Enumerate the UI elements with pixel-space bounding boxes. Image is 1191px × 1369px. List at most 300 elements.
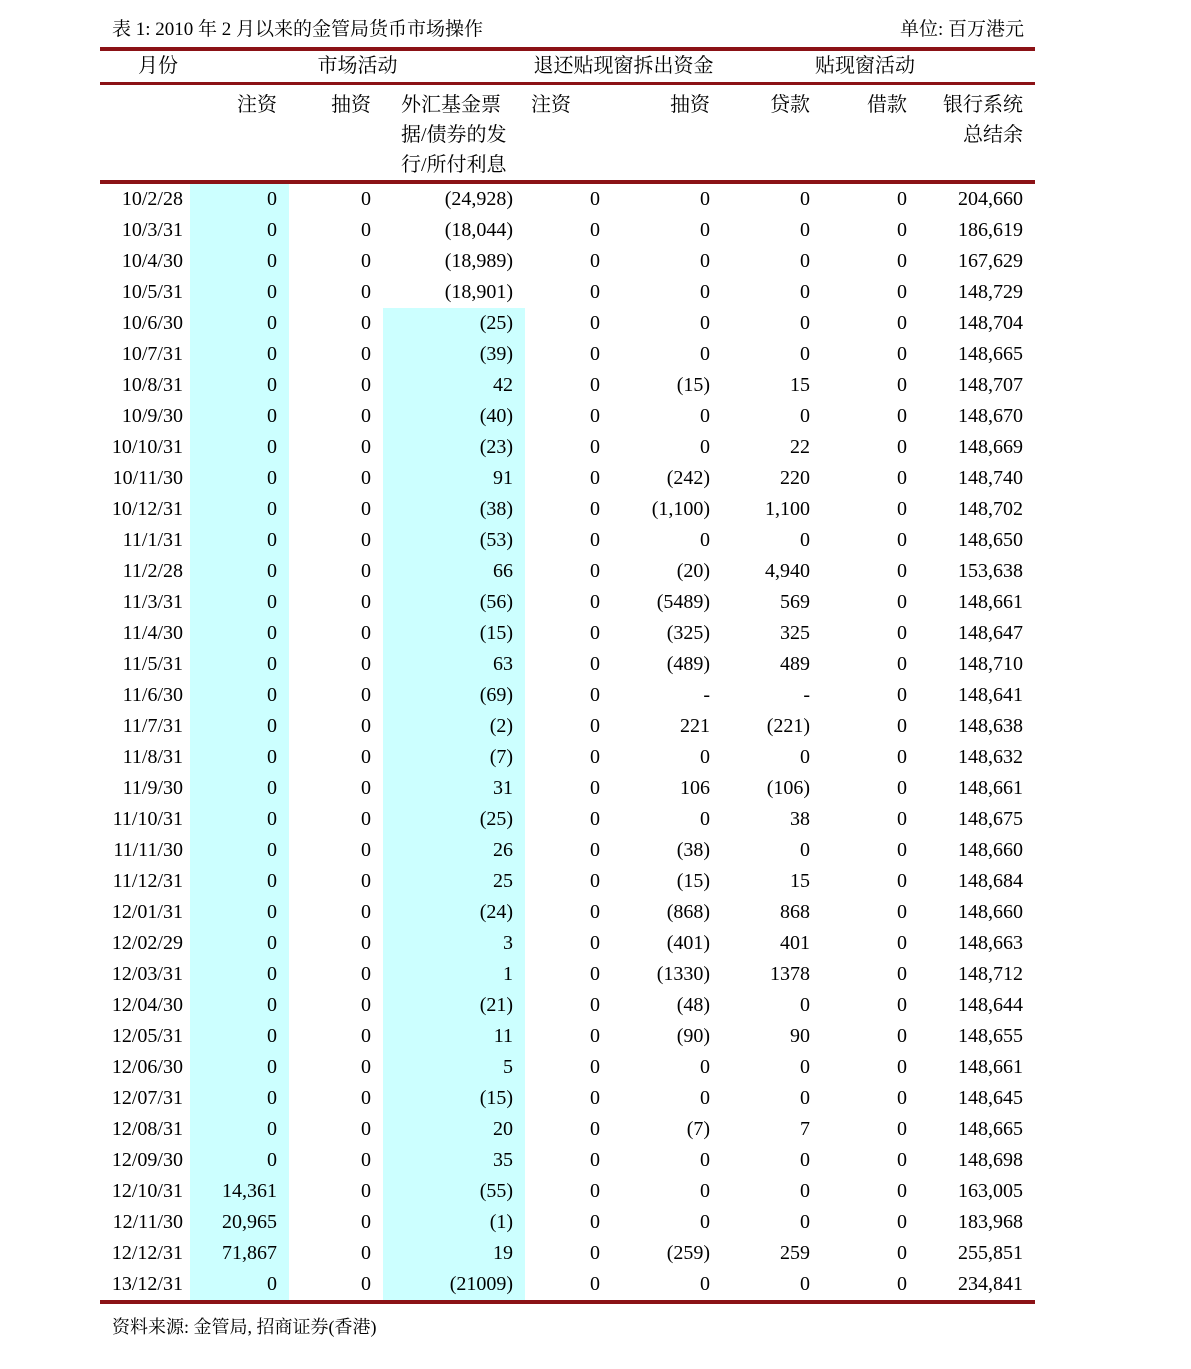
cell-value: 0: [700, 1211, 711, 1233]
cell-value: 0: [897, 932, 908, 954]
cell-value: (25): [383, 804, 525, 835]
cell-value: 0: [361, 250, 371, 272]
cell-value: 0: [190, 649, 289, 680]
cell-month: 11/7/31: [122, 715, 183, 737]
source-note: 资料来源: 金管局, 招商证券(香港): [112, 1317, 377, 1337]
cell-value: 0: [361, 1273, 371, 1295]
cell-value: 0: [590, 498, 601, 520]
cell-value: (242): [666, 467, 711, 489]
table-row: [100, 525, 1035, 556]
cell-value: 148,650: [958, 529, 1024, 551]
cell-value: 0: [190, 556, 289, 587]
cell-value: 0: [190, 494, 289, 525]
cell-value: 0: [361, 808, 371, 830]
cell-value: 234,841: [958, 1273, 1024, 1295]
table-row: [100, 897, 1035, 928]
table-row: [100, 928, 1035, 959]
cell-value: 0: [897, 1056, 908, 1078]
cell-value: (55): [383, 1176, 525, 1207]
cell-month: 12/01/31: [111, 901, 183, 923]
cell-value: 0: [190, 339, 289, 370]
cell-value: 0: [190, 680, 289, 711]
cell-value: 0: [700, 746, 711, 768]
cell-value: 163,005: [958, 1180, 1024, 1202]
cell-value: 0: [190, 773, 289, 804]
cell-value: (1): [383, 1207, 525, 1238]
cell-month: 11/6/30: [122, 684, 183, 706]
cell-value: 0: [190, 804, 289, 835]
cell-value: 0: [897, 1087, 908, 1109]
cell-value: 0: [590, 1273, 601, 1295]
cell-value: 0: [590, 622, 601, 644]
cell-value: (868): [666, 901, 711, 923]
cell-value: 0: [590, 808, 601, 830]
cell-value: 0: [800, 343, 811, 365]
cell-value: 0: [590, 1242, 601, 1264]
cell-value: 0: [361, 777, 371, 799]
cell-value: 0: [590, 1056, 601, 1078]
cell-value: 0: [700, 219, 711, 241]
cell-value: 20,965: [190, 1207, 289, 1238]
cell-month: 11/12/31: [112, 870, 183, 892]
table-row: [100, 1052, 1035, 1083]
cell-value: 148,645: [958, 1087, 1024, 1109]
cell-value: 0: [361, 1056, 371, 1078]
cell-value: 5: [383, 1052, 525, 1083]
cell-value: 0: [590, 188, 601, 210]
cell-value: 0: [361, 1025, 371, 1047]
cell-value: 0: [361, 839, 371, 861]
cell-value: 0: [800, 529, 811, 551]
table-row: [100, 866, 1035, 897]
cell-value: (15): [676, 374, 711, 396]
cell-value: 0: [361, 529, 371, 551]
cell-value: 106: [680, 777, 711, 799]
sub-header-withdrawal-2: 抽资: [612, 84, 722, 183]
cell-value: 63: [383, 649, 525, 680]
cell-value: 0: [700, 1273, 711, 1295]
cell-value: 868: [780, 901, 811, 923]
cell-value: 0: [897, 1118, 908, 1140]
cell-value: 148,704: [958, 312, 1024, 334]
cell-value: 0: [800, 219, 811, 241]
cell-month: 10/8/31: [121, 374, 183, 396]
cell-value: 0: [590, 281, 601, 303]
table-row: [100, 587, 1035, 618]
table-row: [100, 649, 1035, 680]
cell-month: 11/3/31: [122, 591, 183, 613]
cell-value: 0: [590, 839, 601, 861]
cell-value: (15): [383, 618, 525, 649]
cell-value: 0: [800, 250, 811, 272]
cell-value: 148,669: [958, 436, 1024, 458]
cell-value: (259): [666, 1242, 711, 1264]
cell-value: 148,660: [958, 839, 1024, 861]
cell-value: 0: [361, 715, 371, 737]
cell-value: (18,901): [444, 281, 514, 303]
cell-value: 153,638: [958, 560, 1024, 582]
table-body: [100, 182, 1035, 1302]
cell-value: 204,660: [958, 188, 1024, 210]
cell-value: 148,707: [958, 374, 1024, 396]
cell-value: 259: [780, 1242, 811, 1264]
cell-month: 11/5/31: [122, 653, 183, 675]
cell-value: 0: [361, 622, 371, 644]
cell-value: 25: [383, 866, 525, 897]
cell-month: 10/11/30: [112, 467, 183, 489]
cell-value: 1,100: [765, 498, 811, 520]
cell-value: 0: [361, 870, 371, 892]
cell-value: 148,698: [958, 1149, 1024, 1171]
cell-value: 0: [700, 405, 711, 427]
cell-value: (48): [676, 994, 711, 1016]
cell-value: 0: [361, 1211, 371, 1233]
cell-value: 0: [590, 901, 601, 923]
cell-value: (489): [666, 653, 711, 675]
cell-value: 0: [361, 343, 371, 365]
cell-month: 11/2/28: [122, 560, 183, 582]
cell-value: 0: [361, 188, 371, 210]
cell-month: 12/04/30: [111, 994, 183, 1016]
cell-value: (38): [676, 839, 711, 861]
cell-value: 3: [383, 928, 525, 959]
cell-value: 0: [590, 715, 601, 737]
cell-value: (24): [383, 897, 525, 928]
cell-value: 221: [680, 715, 711, 737]
cell-value: 186,619: [958, 219, 1024, 241]
cell-value: 71,867: [190, 1238, 289, 1269]
table-row: [100, 680, 1035, 711]
cell-month: 12/05/31: [111, 1025, 183, 1047]
cell-value: 0: [700, 312, 711, 334]
cell-value: 0: [897, 1211, 908, 1233]
cell-value: 0: [700, 1087, 711, 1109]
cell-value: 0: [361, 901, 371, 923]
cell-value: 0: [800, 1056, 811, 1078]
cell-value: 0: [700, 1180, 711, 1202]
cell-value: 183,968: [958, 1211, 1024, 1233]
cell-value: 31: [383, 773, 525, 804]
sub-header-month: [100, 84, 190, 183]
cell-value: 0: [897, 405, 908, 427]
cell-value: (7): [686, 1118, 711, 1140]
cell-value: (106): [766, 777, 811, 799]
cell-value: 20: [383, 1114, 525, 1145]
cell-value: 0: [361, 653, 371, 675]
cell-month: 10/3/31: [121, 219, 183, 241]
cell-value: 0: [897, 250, 908, 272]
cell-month: 12/12/31: [111, 1242, 183, 1264]
cell-month: 10/12/31: [111, 498, 183, 520]
monetary-operations-table: [100, 47, 1035, 1304]
cell-value: 148,632: [958, 746, 1024, 768]
cell-value: 0: [361, 467, 371, 489]
cell-value: 0: [800, 281, 811, 303]
cell-value: 0: [897, 219, 908, 241]
table-row: [100, 711, 1035, 742]
cell-value: 148,702: [958, 498, 1024, 520]
cell-value: 148,641: [958, 684, 1024, 706]
cell-value: 0: [700, 808, 711, 830]
cell-value: 0: [897, 870, 908, 892]
cell-value: 255,851: [958, 1242, 1024, 1264]
cell-value: 0: [590, 746, 601, 768]
sub-header-injection-2: 注资: [525, 84, 612, 183]
cell-value: (401): [666, 932, 711, 954]
cell-value: 0: [190, 182, 289, 215]
table-row: [100, 277, 1035, 308]
cell-value: 0: [590, 1180, 601, 1202]
cell-value: 0: [700, 281, 711, 303]
cell-value: 0: [361, 405, 371, 427]
cell-value: (23): [383, 432, 525, 463]
cell-value: 0: [897, 808, 908, 830]
cell-value: 0: [590, 684, 601, 706]
cell-value: 0: [361, 1118, 371, 1140]
cell-value: 148,712: [958, 963, 1024, 985]
cell-value: 0: [590, 560, 601, 582]
cell-month: 12/07/31: [111, 1087, 183, 1109]
cell-value: (24,928): [444, 188, 514, 210]
cell-value: 0: [190, 959, 289, 990]
table-row: [100, 618, 1035, 649]
cell-value: 0: [897, 312, 908, 334]
cell-value: 0: [590, 932, 601, 954]
cell-value: 401: [780, 932, 811, 954]
cell-value: 0: [897, 994, 908, 1016]
cell-month: 12/11/30: [112, 1211, 183, 1233]
group-header-month: 月份: [100, 49, 190, 84]
cell-value: 0: [897, 436, 908, 458]
cell-value: 0: [190, 308, 289, 339]
cell-value: 148,638: [958, 715, 1024, 737]
cell-value: 0: [190, 401, 289, 432]
cell-value: 15: [790, 870, 811, 892]
cell-value: 0: [897, 591, 908, 613]
table-row: [100, 1145, 1035, 1176]
cell-value: 0: [361, 1180, 371, 1202]
cell-value: 148,675: [958, 808, 1024, 830]
cell-value: 0: [897, 839, 908, 861]
cell-value: (5489): [656, 591, 711, 613]
table-row: [100, 432, 1035, 463]
table-row: [100, 463, 1035, 494]
cell-month: 12/09/30: [111, 1149, 183, 1171]
cell-value: 148,661: [958, 1056, 1024, 1078]
cell-value: 0: [800, 1211, 811, 1233]
cell-value: 148,670: [958, 405, 1024, 427]
cell-value: 148,740: [958, 467, 1024, 489]
cell-value: 0: [897, 963, 908, 985]
cell-value: 0: [897, 560, 908, 582]
cell-value: 0: [800, 312, 811, 334]
cell-value: 38: [790, 808, 811, 830]
cell-value: 15: [790, 374, 811, 396]
cell-value: 0: [190, 1114, 289, 1145]
cell-value: 0: [361, 219, 371, 241]
table-row: [100, 1114, 1035, 1145]
cell-value: 0: [897, 1242, 908, 1264]
group-header-empty: [919, 49, 1035, 84]
cell-value: 0: [700, 436, 711, 458]
table-row: [100, 370, 1035, 401]
cell-value: 0: [800, 1180, 811, 1202]
cell-value: 0: [590, 1211, 601, 1233]
cell-month: 13/12/31: [111, 1273, 183, 1295]
unit-label: 单位: 百万港元: [899, 19, 1024, 40]
cell-value: 0: [590, 994, 601, 1016]
cell-value: 1378: [770, 963, 811, 985]
cell-value: (18,989): [444, 250, 514, 272]
table-row: [100, 556, 1035, 587]
cell-value: (25): [383, 308, 525, 339]
cell-value: 0: [590, 467, 601, 489]
cell-value: (38): [383, 494, 525, 525]
table-row: [100, 494, 1035, 525]
cell-value: 0: [190, 928, 289, 959]
table-row: [100, 742, 1035, 773]
cell-value: 0: [590, 777, 601, 799]
group-header-discount-window-refund: 退还贴现窗拆出资金: [525, 49, 722, 84]
cell-month: 10/4/30: [121, 250, 183, 272]
cell-value: 0: [590, 1149, 601, 1171]
cell-value: 0: [590, 1087, 601, 1109]
cell-value: 0: [590, 250, 601, 272]
cell-value: 0: [800, 405, 811, 427]
cell-value: 0: [190, 1083, 289, 1114]
cell-value: 148,655: [958, 1025, 1024, 1047]
cell-value: 0: [897, 746, 908, 768]
cell-value: (40): [383, 401, 525, 432]
cell-value: 0: [897, 1149, 908, 1171]
sub-header-loan: 贷款: [722, 84, 822, 183]
cell-value: 14,361: [190, 1176, 289, 1207]
cell-value: (1330): [656, 963, 711, 985]
cell-value: 0: [190, 1269, 289, 1302]
cell-value: 0: [590, 1118, 601, 1140]
cell-value: 0: [590, 436, 601, 458]
cell-value: 0: [700, 188, 711, 210]
cell-month: 10/10/31: [111, 436, 183, 458]
cell-value: 0: [800, 839, 811, 861]
cell-value: 0: [897, 1180, 908, 1202]
cell-value: 0: [897, 1025, 908, 1047]
cell-value: 148,647: [958, 622, 1024, 644]
table-row: [100, 804, 1035, 835]
cell-value: 148,660: [958, 901, 1024, 923]
cell-value: 11: [383, 1021, 525, 1052]
cell-value: 148,684: [958, 870, 1024, 892]
table-row: [100, 1238, 1035, 1269]
table-row: [100, 339, 1035, 370]
cell-value: 0: [897, 281, 908, 303]
cell-value: 0: [190, 463, 289, 494]
cell-value: 0: [897, 715, 908, 737]
cell-value: 0: [590, 870, 601, 892]
cell-value: (1,100): [651, 498, 711, 520]
page-title: 表 1: 2010 年 2 月以来的金管局货币市场操作: [112, 19, 484, 40]
table-row: [100, 246, 1035, 277]
sub-header-row: [100, 84, 1035, 183]
cell-value: 0: [190, 525, 289, 556]
cell-value: (21009): [383, 1269, 525, 1302]
cell-value: 0: [897, 1273, 908, 1295]
cell-value: 0: [700, 1056, 711, 1078]
cell-value: 0: [800, 1087, 811, 1109]
cell-value: 148,665: [958, 1118, 1024, 1140]
cell-value: 0: [190, 1021, 289, 1052]
cell-value: 0: [190, 711, 289, 742]
cell-month: 11/4/30: [122, 622, 183, 644]
cell-value: 0: [361, 498, 371, 520]
cell-value: (15): [676, 870, 711, 892]
cell-value: 0: [897, 653, 908, 675]
sub-header-injection: 注资: [190, 84, 289, 183]
cell-value: 22: [790, 436, 811, 458]
cell-value: 0: [361, 1242, 371, 1264]
cell-value: (39): [383, 339, 525, 370]
cell-value: 0: [190, 1052, 289, 1083]
cell-value: 26: [383, 835, 525, 866]
table-row: [100, 1021, 1035, 1052]
cell-value: 489: [780, 653, 811, 675]
cell-month: 11/1/31: [122, 529, 183, 551]
cell-value: 0: [800, 746, 811, 768]
cell-value: 0: [897, 343, 908, 365]
cell-value: (325): [666, 622, 711, 644]
sub-header-borrow: 借款: [822, 84, 919, 183]
cell-value: 0: [590, 963, 601, 985]
cell-value: 148,661: [958, 777, 1024, 799]
table-row: [100, 959, 1035, 990]
cell-value: 148,710: [958, 653, 1024, 675]
cell-value: 0: [590, 405, 601, 427]
cell-month: 10/7/31: [121, 343, 183, 365]
cell-value: (18,044): [444, 219, 514, 241]
cell-value: 0: [800, 1149, 811, 1171]
cell-value: (21): [383, 990, 525, 1021]
cell-value: 0: [361, 1087, 371, 1109]
cell-month: 10/9/30: [121, 405, 183, 427]
cell-value: 0: [897, 622, 908, 644]
cell-value: 90: [790, 1025, 811, 1047]
cell-value: 0: [190, 432, 289, 463]
table-row: [100, 1207, 1035, 1238]
cell-value: 0: [190, 990, 289, 1021]
cell-value: 167,629: [958, 250, 1024, 272]
cell-value: 1: [383, 959, 525, 990]
cell-value: 148,663: [958, 932, 1024, 954]
cell-value: 0: [800, 1273, 811, 1295]
cell-value: 0: [590, 529, 601, 551]
cell-value: 0: [361, 374, 371, 396]
cell-value: (7): [383, 742, 525, 773]
group-header-row: [100, 49, 1035, 84]
cell-value: 0: [590, 343, 601, 365]
table-row: [100, 1083, 1035, 1114]
cell-month: 12/02/29: [111, 932, 183, 954]
cell-month: 10/6/30: [121, 312, 183, 334]
table-row: [100, 215, 1035, 246]
cell-value: 0: [897, 901, 908, 923]
cell-value: 0: [190, 835, 289, 866]
cell-value: 0: [800, 994, 811, 1016]
cell-value: 0: [700, 343, 711, 365]
cell-value: 0: [190, 370, 289, 401]
cell-value: -: [703, 684, 711, 706]
cell-value: 220: [780, 467, 811, 489]
table-caption-row: [100, 18, 1035, 42]
